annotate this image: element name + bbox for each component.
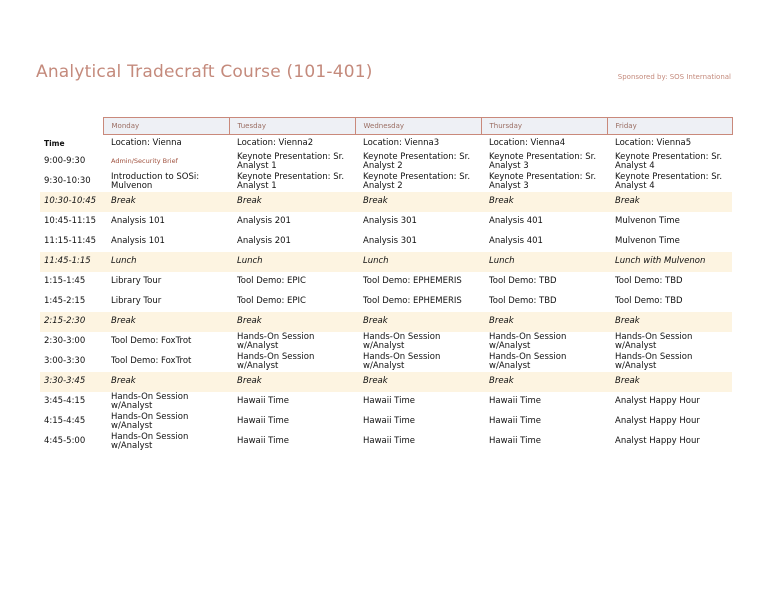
time-cell: 3:00-3:30: [44, 356, 86, 367]
session-cell: Analysis 301: [363, 216, 417, 227]
session-cell: Hawaii Time: [237, 436, 289, 447]
schedule-row: [40, 272, 732, 292]
header-blank-cell: [40, 118, 103, 135]
session-cell: Keynote Presentation: Sr. Analyst 3: [489, 172, 597, 191]
session-cell: Tool Demo: EPHEMERIS: [363, 296, 462, 307]
session-cell: Tool Demo: TBD: [489, 276, 557, 287]
session-cell: Tool Demo: TBD: [615, 276, 683, 287]
session-cell: Hawaii Time: [363, 396, 415, 407]
session-cell: Keynote Presentation: Sr. Analyst 4: [615, 172, 723, 191]
session-cell: Library Tour: [111, 296, 162, 307]
session-cell: Analyst Happy Hour: [615, 396, 700, 407]
session-cell: Hands-On Session w/Analyst: [489, 352, 567, 371]
session-cell: Analysis 201: [237, 216, 291, 227]
session-cell: Hands-On Session w/Analyst: [363, 332, 441, 351]
day-header-friday: Friday: [607, 118, 732, 135]
location-cell: Location: Vienna4: [489, 137, 566, 148]
session-cell: Library Tour: [111, 276, 162, 287]
session-cell: Keynote Presentation: Sr. Analyst 3: [489, 152, 597, 171]
location-row: [40, 135, 732, 153]
session-cell: Break: [481, 372, 607, 392]
session-cell: Break: [607, 372, 732, 392]
schedule-row: [40, 232, 732, 252]
time-cell: 11:15-11:45: [44, 236, 97, 247]
page-title: Analytical Tradecraft Course (101-401): [36, 62, 373, 82]
session-cell: Keynote Presentation: Sr. Analyst 2: [363, 172, 471, 191]
session-cell: Tool Demo: FoxTrot: [111, 336, 192, 347]
session-cell: Keynote Presentation: Sr. Analyst 1: [237, 152, 345, 171]
session-cell: Lunch: [229, 252, 355, 272]
session-cell: Hawaii Time: [489, 416, 541, 427]
session-cell: Mulvenon Time: [615, 216, 680, 227]
time-cell: 1:15-1:45: [44, 276, 86, 287]
session-cell: Tool Demo: TBD: [489, 296, 557, 307]
time-column-header: Time: [44, 138, 65, 148]
time-cell: 9:00-9:30: [44, 156, 86, 167]
session-cell: Tool Demo: FoxTrot: [111, 356, 192, 367]
session-cell: Hands-On Session w/Analyst: [111, 432, 189, 451]
time-cell: 9:30-10:30: [44, 176, 91, 187]
time-cell: 4:45-5:00: [44, 436, 86, 447]
day-header-row: [40, 118, 732, 135]
session-cell: Tool Demo: EPIC: [237, 296, 306, 307]
schedule-row: [40, 172, 732, 192]
schedule-row: [40, 332, 732, 352]
session-cell: Break: [355, 372, 481, 392]
sponsor-note: Sponsored by: SOS International: [617, 73, 731, 81]
location-cell: Location: Vienna2: [237, 137, 314, 148]
schedule-row: [40, 312, 732, 332]
session-cell: Break: [481, 192, 607, 212]
session-cell: Break: [103, 312, 229, 332]
session-cell: Hawaii Time: [363, 416, 415, 427]
session-cell: Break: [229, 312, 355, 332]
session-cell: Hawaii Time: [489, 396, 541, 407]
session-cell: Analysis 201: [237, 236, 291, 247]
session-cell: Hawaii Time: [363, 436, 415, 447]
schedule-row: [40, 252, 732, 272]
session-cell: Hawaii Time: [237, 416, 289, 427]
session-cell: Break: [355, 312, 481, 332]
session-cell: Hands-On Session w/Analyst: [615, 352, 693, 371]
day-header-tuesday: Tuesday: [229, 118, 355, 135]
schedule-row: [40, 392, 732, 412]
session-cell: Mulvenon Time: [615, 236, 680, 247]
session-cell: Hands-On Session w/Analyst: [237, 352, 315, 371]
session-cell: Analysis 101: [111, 216, 165, 227]
session-cell: Hawaii Time: [237, 396, 289, 407]
session-cell: Introduction to SOSi: Mulvenon: [111, 172, 200, 191]
session-cell: Analyst Happy Hour: [615, 416, 700, 427]
day-header-monday: Monday: [103, 118, 229, 135]
session-cell: Hands-On Session w/Analyst: [615, 332, 693, 351]
session-cell: Break: [229, 192, 355, 212]
session-cell: Break: [229, 372, 355, 392]
session-cell: Break: [607, 312, 732, 332]
session-cell: Hands-On Session w/Analyst: [111, 392, 189, 411]
time-cell: 10:45-11:15: [44, 216, 97, 227]
session-cell: Tool Demo: EPIC: [237, 276, 306, 287]
time-cell: 1:45-2:15: [44, 296, 86, 307]
session-cell: Analyst Happy Hour: [615, 436, 700, 447]
session-cell: Analysis 401: [489, 236, 543, 247]
session-cell: Analysis 401: [489, 216, 543, 227]
session-cell: Break: [103, 372, 229, 392]
session-cell: Analysis 301: [363, 236, 417, 247]
location-cell: Location: Vienna: [111, 137, 182, 148]
session-cell: Tool Demo: TBD: [615, 296, 683, 307]
schedule-row: [40, 372, 732, 392]
session-cell: Break: [355, 192, 481, 212]
session-cell: Hands-On Session w/Analyst: [237, 332, 315, 351]
session-cell: Lunch with Mulvenon: [607, 252, 732, 272]
session-cell: Lunch: [103, 252, 229, 272]
session-cell: Lunch: [481, 252, 607, 272]
session-cell: Break: [103, 192, 229, 212]
day-header-thursday: Thursday: [481, 118, 607, 135]
session-cell: Lunch: [355, 252, 481, 272]
schedule-row: [40, 352, 732, 372]
session-cell: Analysis 101: [111, 236, 165, 247]
time-cell: 3:45-4:15: [44, 396, 86, 407]
session-cell: Hands-On Session w/Analyst: [489, 332, 567, 351]
schedule-row: [40, 412, 732, 432]
location-cell: Location: Vienna3: [363, 137, 440, 148]
session-cell: Hands-On Session w/Analyst: [111, 412, 189, 431]
time-cell: 2:15-2:30: [40, 312, 103, 332]
day-header-wednesday: Wednesday: [355, 118, 481, 135]
schedule-row: [40, 192, 732, 212]
session-cell: Keynote Presentation: Sr. Analyst 4: [615, 152, 723, 171]
session-cell: Hands-On Session w/Analyst: [363, 352, 441, 371]
session-cell: Keynote Presentation: Sr. Analyst 2: [363, 152, 471, 171]
session-cell: Tool Demo: EPHEMERIS: [363, 276, 462, 287]
session-cell: Admin/Security Brief: [111, 157, 178, 166]
session-cell: Hawaii Time: [489, 436, 541, 447]
schedule-row: [40, 292, 732, 312]
schedule-row: [40, 152, 732, 172]
session-cell: Break: [607, 192, 732, 212]
session-cell: Break: [481, 312, 607, 332]
time-cell: 10:30-10:45: [40, 192, 103, 212]
location-cell: Location: Vienna5: [615, 137, 692, 148]
time-cell: 4:15-4:45: [44, 416, 86, 427]
time-cell: 3:30-3:45: [40, 372, 103, 392]
schedule-row: [40, 212, 732, 232]
time-cell: 2:30-3:00: [44, 336, 86, 347]
session-cell: Keynote Presentation: Sr. Analyst 1: [237, 172, 345, 191]
schedule-row: [40, 432, 732, 452]
schedule-table: [40, 117, 733, 452]
time-cell: 11:45-1:15: [40, 252, 103, 272]
